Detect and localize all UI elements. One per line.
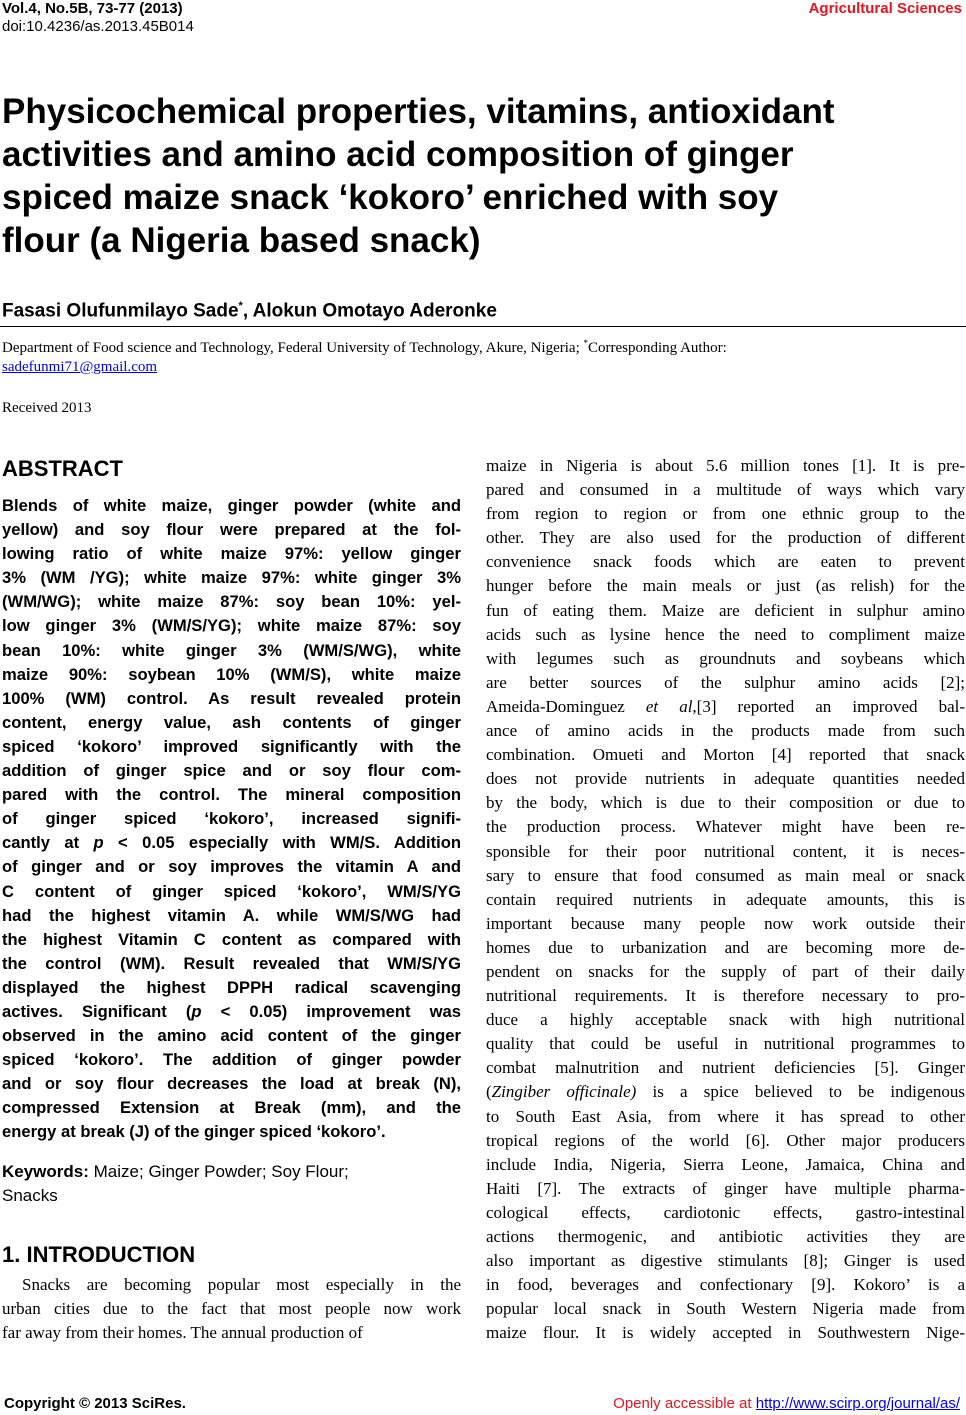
- text-line: does not provide nutrients in adequate quantities needed: [486, 769, 965, 789]
- text-line: ance of amino acids in the products made from such: [486, 721, 965, 741]
- text-line: had the highest vitamin A. while WM/S/WG had: [2, 905, 461, 925]
- text-line: pared with the control. The mineral composition: [2, 785, 461, 805]
- keywords-list: Snacks: [2, 1186, 58, 1205]
- text-line: in food, beverages and confectionary [9]. Kokoro’ is a: [486, 1275, 965, 1295]
- text-line: combat malnutrition and nutrient deficiencies [5]. Ginger: [486, 1058, 965, 1078]
- text-segment: ,[3] reported an improved bal-: [692, 696, 965, 716]
- text-segment: Ameida-Dominguez: [486, 696, 646, 716]
- text-line: bean 10%: white ginger 3% (WM/S/WG), white: [2, 640, 461, 660]
- text-line: [2, 831, 461, 855]
- italic-text: p: [191, 1001, 202, 1021]
- text-line: are better sources of the sulphur amino acids [2];: [486, 672, 965, 692]
- text-line: energy at break (J) of the ginger spiced ‘kokoro’.: [2, 1122, 386, 1142]
- text-line: the production process. Whatever might have been re-: [486, 817, 965, 837]
- text-line: combination. Omueti and Morton [4] reported that snack: [486, 745, 965, 765]
- divider: [0, 326, 966, 327]
- title-line: flour (a Nigeria based snack): [2, 221, 481, 260]
- text-segment: < 0.05) improvement was: [201, 1001, 462, 1021]
- text-line: by the body, which is due to their composition or due to: [486, 793, 965, 813]
- text-line: acids such as lysine hence the need to compliment maize: [486, 624, 965, 644]
- text-line: pared and consumed in a multitude of ways which vary: [486, 480, 965, 500]
- text-line: pendent on snacks for the supply of part of their daily: [486, 961, 965, 981]
- text-line: lowing ratio of white maize 97%: yellow ginger: [2, 544, 461, 564]
- text-line: tropical regions of the world [6]. Other major producers: [486, 1130, 965, 1150]
- text-segment: is a spice believed to be indigenous: [636, 1082, 965, 1102]
- author-name: Fasasi Olufunmilayo Sade: [2, 300, 239, 322]
- corresponding-mark: *: [583, 338, 588, 348]
- journal-volume: Vol.4, No.5B, 73-77 (2013): [2, 0, 183, 17]
- text-segment: < 0.05 especially with WM/S. Addition: [103, 833, 461, 853]
- text-line: 3% (WM /YG); white maize 97%: white ginger 3%: [2, 568, 461, 588]
- text-line: other. They are also used for the production of different: [486, 528, 965, 548]
- journal-link[interactable]: http://www.scirp.org/journal/as/: [755, 1395, 960, 1412]
- text-line: nutritional requirements. It is therefore necessary to pro-: [486, 986, 965, 1006]
- copyright: Copyright © 2013 SciRes.: [4, 1395, 186, 1412]
- text-line: duce a highly acceptable snack with high nutritional: [486, 1010, 965, 1030]
- text-line: quality that could be useful in nutritional programmes to: [486, 1034, 965, 1054]
- access-text: Openly accessible at: [613, 1395, 756, 1412]
- text-line: from region to region or from one ethnic group to the: [486, 504, 965, 524]
- text-line: maize in Nigeria is about 5.6 million tones [1]. It is pre-: [486, 456, 965, 475]
- text-line: [2, 1000, 461, 1024]
- doi: doi:10.4236/as.2013.45B014: [2, 18, 194, 35]
- open-access-note: [613, 1395, 960, 1412]
- text-line: the control (WM). Result revealed that WM/S/YG: [2, 953, 461, 973]
- text-line: Snacks are becoming popular most especially in the: [22, 1275, 461, 1294]
- keywords: [2, 1160, 461, 1208]
- keywords-label: Keywords:: [2, 1162, 89, 1181]
- abstract-heading: ABSTRACT: [2, 456, 123, 481]
- text-segment: cantly at: [2, 833, 94, 853]
- corresponding-label: Corresponding Author:: [588, 340, 727, 356]
- text-line: Blends of white maize, ginger powder (white and: [2, 496, 461, 515]
- text-line: sary to ensure that food consumed as main meal or snack: [486, 865, 965, 885]
- text-line: far away from their homes. The annual production of: [2, 1323, 363, 1343]
- text-line: [486, 1080, 965, 1104]
- title-line: Physicochemical properties, vitamins, antioxidant: [2, 92, 835, 131]
- text-line: sponsible for their poor nutritional content, it is neces-: [486, 841, 965, 861]
- text-line: addition of ginger spice and or soy flour com-: [2, 761, 461, 781]
- text-segment: actives. Significant (: [2, 1001, 192, 1021]
- italic-text: p: [93, 833, 104, 853]
- paper-title: [2, 90, 962, 262]
- affiliation-text: Department of Food science and Technology, Federal University of Technology, Akure, Nigeria;: [2, 340, 584, 356]
- corresponding-mark: *: [238, 300, 243, 312]
- text-line: spiced ‘kokoro’. The addition of ginger powder: [2, 1050, 461, 1070]
- introduction-body-right: [486, 454, 965, 1345]
- text-line: C content of ginger spiced ‘kokoro’, WM/S/YG: [2, 881, 461, 901]
- text-line: homes due to urbanization and are becoming more de-: [486, 937, 965, 957]
- title-line: activities and amino acid composition of ginger: [2, 135, 794, 174]
- text-line: with legumes such as groundnuts and soybeans which: [486, 648, 965, 668]
- text-line: Haiti [7]. The extracts of ginger have multiple pharma-: [486, 1178, 965, 1198]
- abstract-body: [2, 494, 461, 1145]
- text-line: low ginger 3% (WM/S/YG); white maize 87%: soy: [2, 616, 461, 636]
- received-date: Received 2013: [2, 400, 92, 416]
- text-line: [486, 695, 965, 719]
- text-line: maize flour. It is widely accepted in Southwestern Nige-: [486, 1323, 965, 1343]
- text-line: maize 90%: soybean 10% (WM/S), white maize: [2, 664, 461, 684]
- author-separator: ,: [242, 300, 253, 322]
- text-line: and or soy flour decreases the load at break (N),: [2, 1074, 461, 1094]
- affiliation: [2, 338, 727, 357]
- text-segment: (: [486, 1082, 492, 1102]
- italic-text: et al: [645, 696, 693, 716]
- text-line: popular local snack in South Western Nigeria made from: [486, 1299, 965, 1319]
- italic-text: Zingiber officinale): [491, 1082, 637, 1102]
- text-line: hunger before the main meals or just (as relish) for the: [486, 576, 965, 596]
- text-line: displayed the highest DPPH radical scavenging: [2, 977, 461, 997]
- text-line: also important as digestive stimulants [8]; Ginger is used: [486, 1251, 965, 1271]
- text-line: contain required nutrients in adequate amounts, this is: [486, 889, 965, 909]
- email-link[interactable]: sadefunmi71@gmail.com: [2, 359, 158, 375]
- text-line: to South East Asia, from where it has spread to other: [486, 1106, 965, 1126]
- authors: [2, 300, 497, 322]
- text-line: compressed Extension at Break (mm), and the: [2, 1098, 461, 1118]
- keywords-list: Maize; Ginger Powder; Soy Flour;: [88, 1162, 349, 1181]
- title-line: spiced maize snack ‘kokoro’ enriched with soy: [2, 178, 779, 217]
- text-line: fun of eating them. Maize are deficient in sulphur amino: [486, 600, 965, 620]
- text-line: observed in the amino acid content of the ginger: [2, 1026, 461, 1046]
- journal-name: Agricultural Sciences: [808, 0, 962, 17]
- text-line: yellow) and soy flour were prepared at the fol-: [2, 520, 461, 540]
- introduction-body-left: [2, 1273, 461, 1345]
- text-line: the highest Vitamin C content as compared with: [2, 929, 461, 949]
- text-line: of ginger spiced ‘kokoro’, increased signifi-: [2, 809, 461, 829]
- text-line: content, energy value, ash contents of ginger: [2, 712, 461, 732]
- text-line: spiced ‘kokoro’ improved significantly with the: [2, 736, 461, 756]
- text-line: urban cities due to the fact that most people now work: [2, 1299, 461, 1319]
- author-name: Alokun Omotayo Aderonke: [252, 300, 497, 322]
- text-line: of ginger and or soy improves the vitamin A and: [2, 857, 461, 877]
- text-line: convenience snack foods which are eaten to prevent: [486, 552, 965, 572]
- section-heading: 1. INTRODUCTION: [2, 1242, 196, 1267]
- text-line: important because many people now work outside their: [486, 913, 965, 933]
- text-line: include India, Nigeria, Sierra Leone, Jamaica, China and: [486, 1154, 965, 1174]
- text-line: 100% (WM) control. As result revealed protein: [2, 688, 461, 708]
- text-line: cological effects, cardiotonic effects, gastro-intestinal: [486, 1202, 965, 1222]
- text-line: actions thermogenic, and antibiotic activities they are: [486, 1227, 965, 1246]
- text-line: (WM/WG); white maize 87%: soy bean 10%: yel-: [2, 592, 461, 612]
